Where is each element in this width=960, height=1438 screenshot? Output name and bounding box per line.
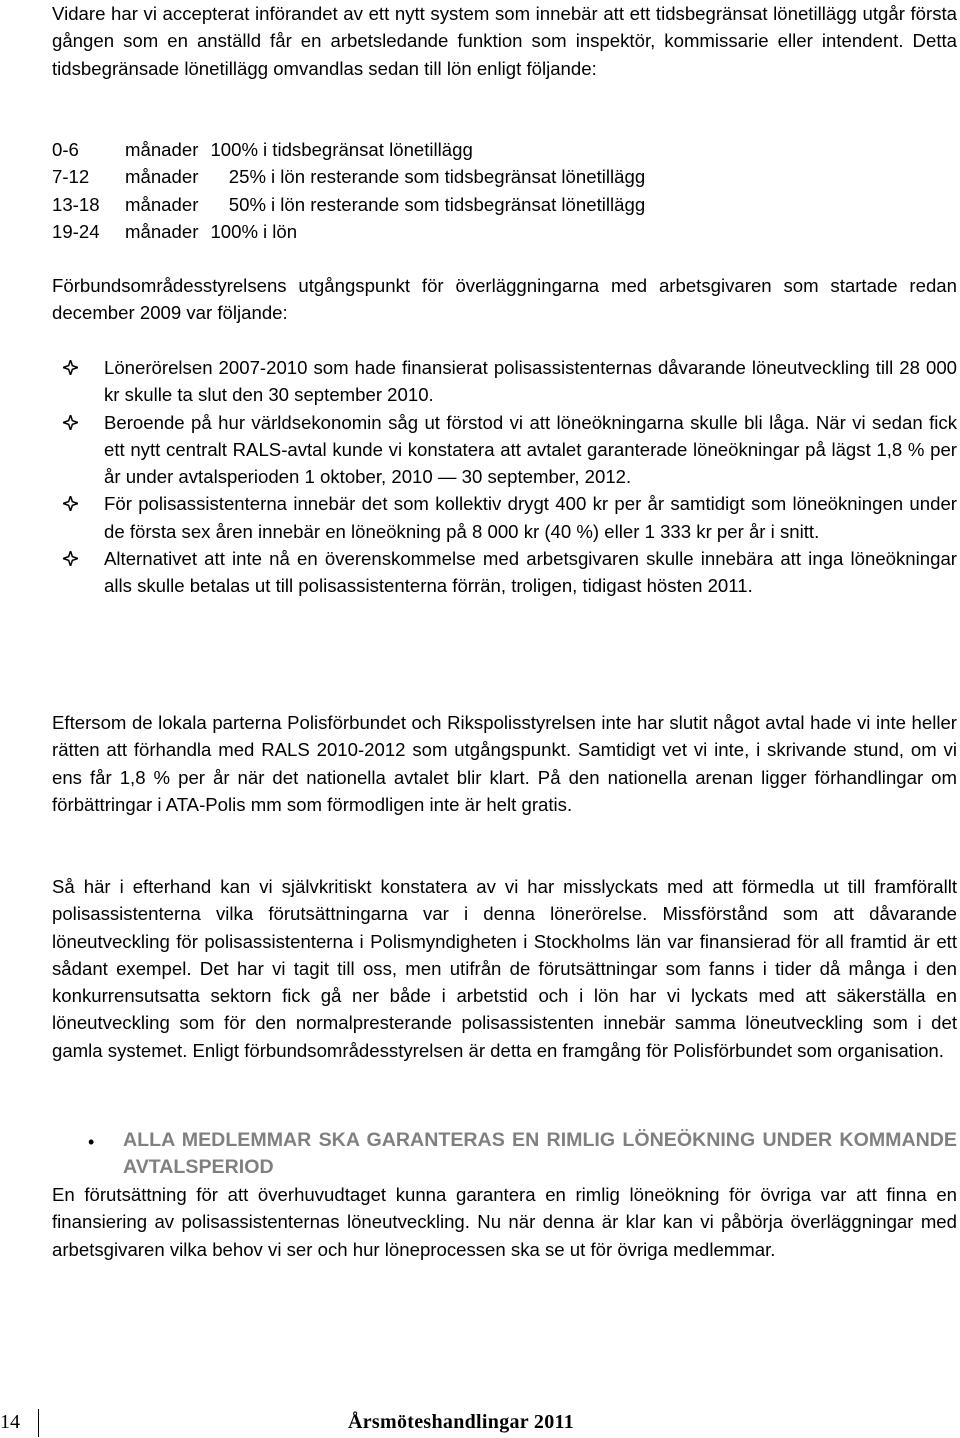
footer-divider bbox=[38, 1409, 39, 1437]
starting-point-paragraph: Förbundsområdesstyrelsens utgångspunkt för överläggningarna med arbetsgivaren som startade redan december 2009 var följande: bbox=[52, 275, 957, 324]
bullet-text: Beroende på hur världsekonomin såg ut förstod vi att löneökningarna skulle bli låga. När vi sedan fick ett nytt centralt RALS-avtal kunde vi konstatera att avtalet garanterade löneökningar på lägst 1,8 % per år under avtalsperioden 1 oktober, 2010 — 30 september, 2012. bbox=[104, 411, 957, 488]
schedule-percent: 100% bbox=[210, 139, 258, 160]
list-item bbox=[104, 545, 957, 600]
bullet-text: Alternativet att inte nå en överenskommelse med arbetsgivaren skulle innebära att inga löneökningar alls skulle betalas ut till polisassistenterna förrän, troligen, tidigast hösten 2011. bbox=[104, 548, 957, 597]
schedule-unit: månader bbox=[125, 220, 199, 242]
schedule-text: i lön bbox=[263, 220, 298, 242]
schedule-range: 19-24 bbox=[52, 220, 100, 242]
eftersom-paragraph: Eftersom de lokala parterna Polisförbundet och Rikspolisstyrelsen inte har slutit något avtal hade vi inte heller rätten att förhandla med RALS 2010-2012 som utgångspunkt. Samtidigt vet vi inte, i skrivande stund, om vi ens får 1,8 % per år när det nationella avtalet blir klart. På den nationella arenan ligger förhandlingar om förbättringar i ATA-Polis mm som förmodligen inte är helt gratis. bbox=[52, 712, 957, 815]
bullet-text: Lönerörelsen 2007-2010 som hade finansierat polisassistenternas dåvarande löneutveckling till 28 000 kr skulle ta slut den 30 september 2010. bbox=[104, 357, 957, 406]
bullet-list bbox=[104, 354, 957, 600]
schedule-row bbox=[52, 191, 957, 218]
schedule-text: i tidsbegränsat lönetillägg bbox=[263, 139, 473, 160]
schedule-row bbox=[52, 136, 957, 163]
schedule-unit: månader bbox=[125, 166, 199, 188]
bullet-text: För polisassistenterna innebär det som kollektiv drygt 400 kr per år samtidigt som löneökningen under de första sex åren innebär en löneökning på 8 000 kr (40 %) eller 1 333 kr per år i snitt. bbox=[104, 493, 957, 542]
list-item bbox=[104, 409, 957, 491]
schedule-range: 13-18 bbox=[52, 193, 100, 215]
schedule-percent: 50% bbox=[228, 193, 266, 215]
schedule-row bbox=[52, 218, 957, 245]
diamond-bullet-icon bbox=[63, 496, 78, 511]
heading-bullet: • bbox=[88, 1132, 95, 1152]
schedule-unit: månader bbox=[125, 193, 199, 215]
schedule-range: 0-6 bbox=[52, 139, 79, 160]
schedule-text: i lön resterande som tidsbegränsat lönetillägg bbox=[271, 166, 646, 188]
diamond-bullet-icon bbox=[63, 551, 78, 566]
final-paragraph: En förutsättning för att överhuvudtaget kunna garantera en rimlig löneökning för övriga var att finna en finansiering av polisassistenternas löneutveckling. Nu när denna är klar kan vi påbörja överläggningar med arbetsgivaren vilka behov vi ser och hur löneprocessen ska se ut för övriga medlemmar. bbox=[52, 1184, 957, 1260]
schedule-row bbox=[52, 163, 957, 190]
self-critique-paragraph: Så här i efterhand kan vi självkritiskt konstatera av vi har misslyckats med att förmedla ut till framförallt polisassistenterna vilka förutsättningarna var i denna lönerörelse. Missförstånd som att dåvarande löneutveckling för polisassistenterna i Polismyndigheten i Stockholms län var finansierad för all framtid är ett sådant exempel. Det har vi tagit till oss, men utifrån de förutsättningar som fanns i tider då många i den konkurrensutsatta sektorn fick gå ner både i arbetstid och i lön har vi lyckats med att säkerställa en löneutveckling som för den normalpresterande polisassistenten innebär samma löneutveckling som i det gamla systemet. Enligt förbundsområdesstyrelsen är detta en framgång för Polisförbundet som organisation. bbox=[52, 876, 957, 1061]
schedule-text: i lön resterande som tidsbegränsat lönetillägg bbox=[271, 193, 646, 215]
schedule-list bbox=[52, 136, 957, 245]
list-item bbox=[104, 354, 957, 409]
page-number: 14 bbox=[0, 1411, 20, 1433]
list-item bbox=[104, 490, 957, 545]
heading-text: ALLA MEDLEMMAR SKA GARANTERAS EN RIMLIG LÖNEÖKNING UNDER KOMMANDE AVTALSPERIOD bbox=[123, 1129, 957, 1179]
schedule-percent: 100% bbox=[210, 220, 258, 242]
intro-paragraph: Vidare har vi accepterat införandet av ett nytt system som innebär att ett tidsbegränsat lönetillägg utgår första gången som en anställd får en arbetsledande funktion som inspektör, kommissarie eller intendent. Detta tidsbegränsade lönetillägg omvandlas sedan till lön enligt följande: bbox=[52, 3, 957, 79]
schedule-unit: månader bbox=[125, 139, 199, 160]
schedule-percent: 25% bbox=[228, 166, 266, 188]
diamond-bullet-icon bbox=[63, 415, 78, 430]
footer-title: Årsmöteshandlingar 2011 bbox=[348, 1411, 575, 1433]
schedule-range: 7-12 bbox=[52, 166, 90, 188]
diamond-bullet-icon bbox=[63, 360, 78, 375]
